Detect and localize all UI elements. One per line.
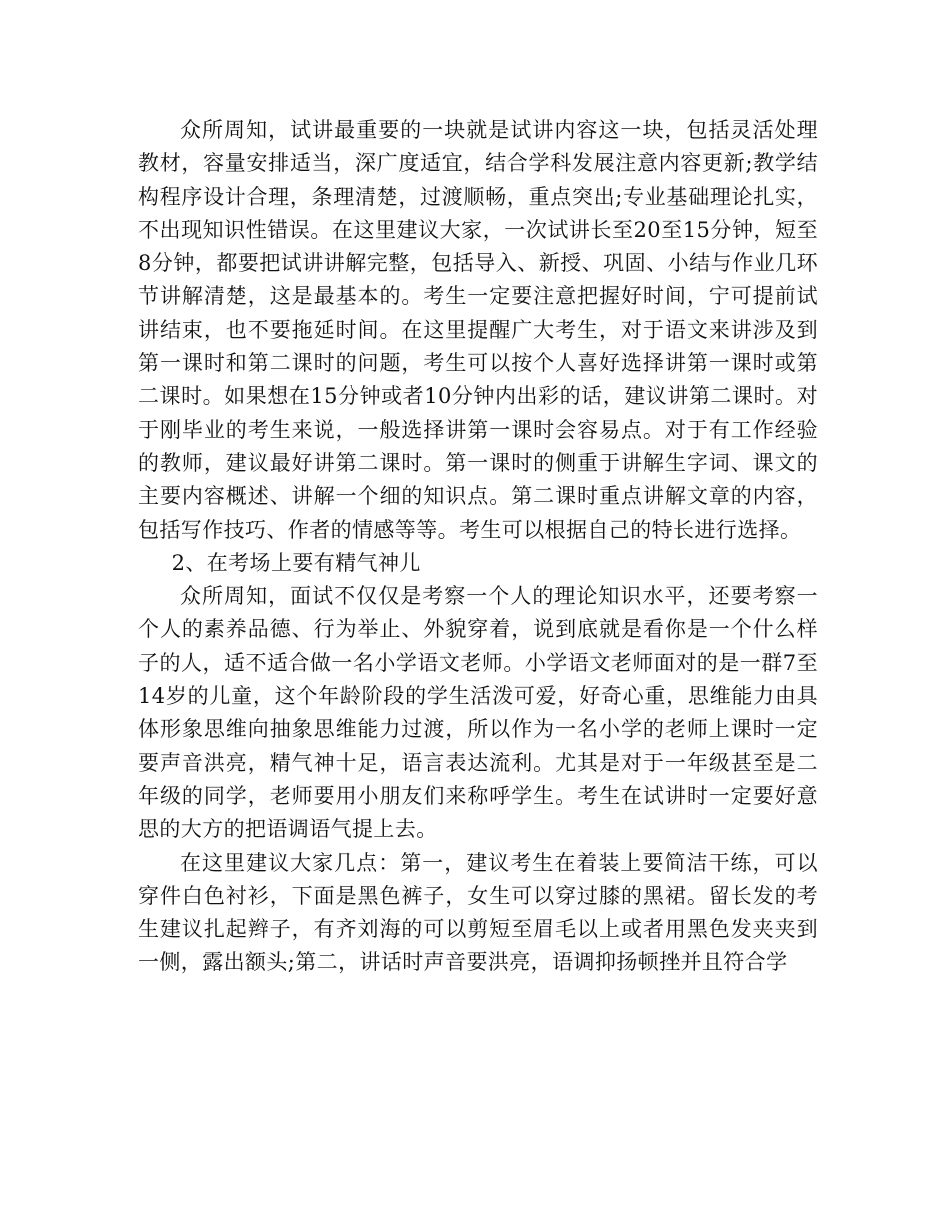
paragraph-trial-lecture-content: 众所周知，试讲最重要的一块就是试讲内容这一块，包括灵活处理教材，容量安排适当，深广度适宜，结合学科发展注意内容更新;教学结构程序设计合理，条理清楚，过渡顺畅，重点突出;专业基础理论扎实，不出现知识性错误。在这里建议大家，一次试讲长至20至15分钟，短至8分钟，都要把试讲讲解完整，包括导入、新授、巩固、小结与作业几环节讲解清楚，这是最基本的。考生一定要注意把握好时间，宁可提前试讲结束，也不要拖延时间。在这里提醒广大考生，对于语文来讲涉及到第一课时和第二课时的问题，考生可以按个人喜好选择讲第一课时或第二课时。如果想在15分钟或者10分钟内出彩的话，建议讲第二课时。对于刚毕业的考生来说，一般选择讲第一课时会容易点。对于有工作经验的教师，建议最好讲第二课时。第一课时的侧重于讲解生字词、课文的主要内容概述、讲解一个细的知识点。第二课时重点讲解文章的内容，包括写作技巧、作者的情感等等。考生可以根据自己的特长进行选择。 [138,118,818,542]
section-heading-spirit: 2、在考场上要有精气神儿 [171,550,421,575]
document-body [138,114,818,980]
paragraph-interview-qualities: 众所周知，面试不仅仅是考察一个人的理论知识水平，还要考察一个人的素养品德、行为举止、外貌穿着，说到底就是看你是一个什么样子的人，适不适合做一名小学语文老师。小学语文老师面对的是一群7至14岁的儿童，这个年龄阶段的学生活泼可爱，好奇心重，思维能力由具体形象思维向抽象思维能力过渡，所以作为一名小学的老师上课时一定要声音洪亮，精气神十足，语言表达流利。尤其是对于一年级甚至是二年级的同学，老师要用小朋友们来称呼学生。考生在试讲时一定要好意思的大方的把语调语气提上去。 [138,584,818,842]
paragraph-suggestions: 在这里建议大家几点：第一，建议考生在着装上要简洁干练，可以穿件白色衬衫，下面是黑色裤子，女生可以穿过膝的黑裙。留长发的考生建议扎起辫子，有齐刘海的可以剪短至眉毛以上或者用黑色发夹夹到一侧，露出额头;第二，讲话时声音要洪亮，语调抑扬顿挫并且符合学 [138,850,818,975]
